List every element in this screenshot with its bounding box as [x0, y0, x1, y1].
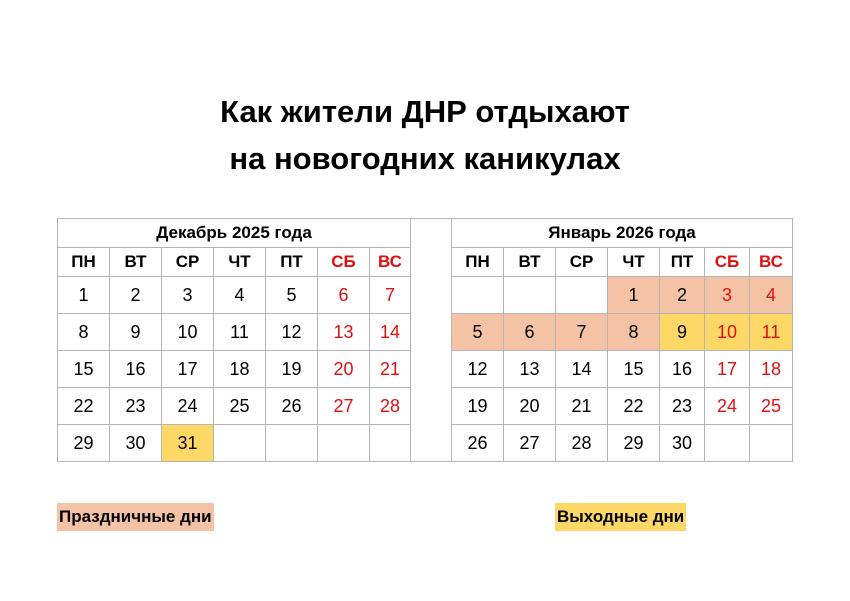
january-weekday-header: ВС: [750, 248, 793, 277]
december-empty-cell: [266, 425, 318, 462]
january-day-cell: 13: [504, 351, 556, 388]
december-day-cell: 9: [110, 314, 162, 351]
title-line-2: на новогодних каникулах: [229, 141, 621, 176]
legend-weekends: Выходные дни: [555, 503, 686, 531]
january-empty-cell: [556, 277, 608, 314]
january-day-cell: 28: [556, 425, 608, 462]
january-day-cell: 26: [452, 425, 504, 462]
january-day-cell: 16: [660, 351, 705, 388]
december-day-cell: 17: [162, 351, 214, 388]
december-day-cell: 31: [162, 425, 214, 462]
december-weekday-header: ПТ: [266, 248, 318, 277]
january-day-cell: 9: [660, 314, 705, 351]
january-day-cell: 30: [660, 425, 705, 462]
january-weekday-header: ПТ: [660, 248, 705, 277]
december-weekday-header: ЧТ: [214, 248, 266, 277]
january-day-cell: 25: [750, 388, 793, 425]
january-empty-cell: [452, 277, 504, 314]
january-day-cell: 15: [608, 351, 660, 388]
december-day-cell: 6: [318, 277, 370, 314]
january-day-cell: 2: [660, 277, 705, 314]
january-day-cell: 10: [705, 314, 750, 351]
december-day-cell: 13: [318, 314, 370, 351]
december-day-cell: 3: [162, 277, 214, 314]
january-day-cell: 29: [608, 425, 660, 462]
legend-holidays: Праздничные дни: [57, 503, 214, 531]
december-day-cell: 24: [162, 388, 214, 425]
page-title: [0, 88, 850, 182]
december-day-cell: 30: [110, 425, 162, 462]
december-day-cell: 25: [214, 388, 266, 425]
december-day-cell: 28: [370, 388, 411, 425]
december-weekday-header: СР: [162, 248, 214, 277]
january-day-cell: 11: [750, 314, 793, 351]
january-day-cell: 6: [504, 314, 556, 351]
december-day-cell: 4: [214, 277, 266, 314]
december-day-cell: 12: [266, 314, 318, 351]
december-day-cell: 5: [266, 277, 318, 314]
january-day-cell: 18: [750, 351, 793, 388]
january-day-cell: 4: [750, 277, 793, 314]
january-day-cell: 19: [452, 388, 504, 425]
december-weekday-header: СБ: [318, 248, 370, 277]
january-weekday-header: СБ: [705, 248, 750, 277]
december-day-cell: 11: [214, 314, 266, 351]
january-day-cell: 5: [452, 314, 504, 351]
december-day-cell: 7: [370, 277, 411, 314]
december-empty-cell: [370, 425, 411, 462]
january-day-cell: 1: [608, 277, 660, 314]
december-day-cell: 22: [58, 388, 110, 425]
december-day-cell: 2: [110, 277, 162, 314]
january-month-title: Январь 2026 года: [452, 219, 793, 248]
december-day-cell: 15: [58, 351, 110, 388]
december-day-cell: 1: [58, 277, 110, 314]
january-day-cell: 17: [705, 351, 750, 388]
january-day-cell: 23: [660, 388, 705, 425]
january-empty-cell: [750, 425, 793, 462]
january-day-cell: 3: [705, 277, 750, 314]
december-weekday-header: ПН: [58, 248, 110, 277]
january-day-cell: 8: [608, 314, 660, 351]
december-weekday-header: ВС: [370, 248, 411, 277]
december-day-cell: 10: [162, 314, 214, 351]
december-day-cell: 20: [318, 351, 370, 388]
january-weekday-header: ВТ: [504, 248, 556, 277]
january-day-cell: 12: [452, 351, 504, 388]
december-day-cell: 14: [370, 314, 411, 351]
december-day-cell: 23: [110, 388, 162, 425]
december-month-title: Декабрь 2025 года: [58, 219, 411, 248]
december-empty-cell: [318, 425, 370, 462]
january-day-cell: 24: [705, 388, 750, 425]
december-weekday-header: ВТ: [110, 248, 162, 277]
calendar-table: [57, 218, 793, 462]
january-day-cell: 7: [556, 314, 608, 351]
january-day-cell: 20: [504, 388, 556, 425]
calendar-separator: [411, 219, 452, 462]
january-day-cell: 27: [504, 425, 556, 462]
january-day-cell: 21: [556, 388, 608, 425]
december-day-cell: 27: [318, 388, 370, 425]
january-day-cell: 22: [608, 388, 660, 425]
december-day-cell: 16: [110, 351, 162, 388]
december-empty-cell: [214, 425, 266, 462]
january-day-cell: 14: [556, 351, 608, 388]
january-empty-cell: [504, 277, 556, 314]
december-day-cell: 26: [266, 388, 318, 425]
january-weekday-header: СР: [556, 248, 608, 277]
january-empty-cell: [705, 425, 750, 462]
january-weekday-header: ЧТ: [608, 248, 660, 277]
december-day-cell: 19: [266, 351, 318, 388]
december-day-cell: 21: [370, 351, 411, 388]
january-weekday-header: ПН: [452, 248, 504, 277]
december-day-cell: 29: [58, 425, 110, 462]
december-day-cell: 8: [58, 314, 110, 351]
title-line-1: Как жители ДНР отдыхают: [220, 94, 630, 129]
december-day-cell: 18: [214, 351, 266, 388]
